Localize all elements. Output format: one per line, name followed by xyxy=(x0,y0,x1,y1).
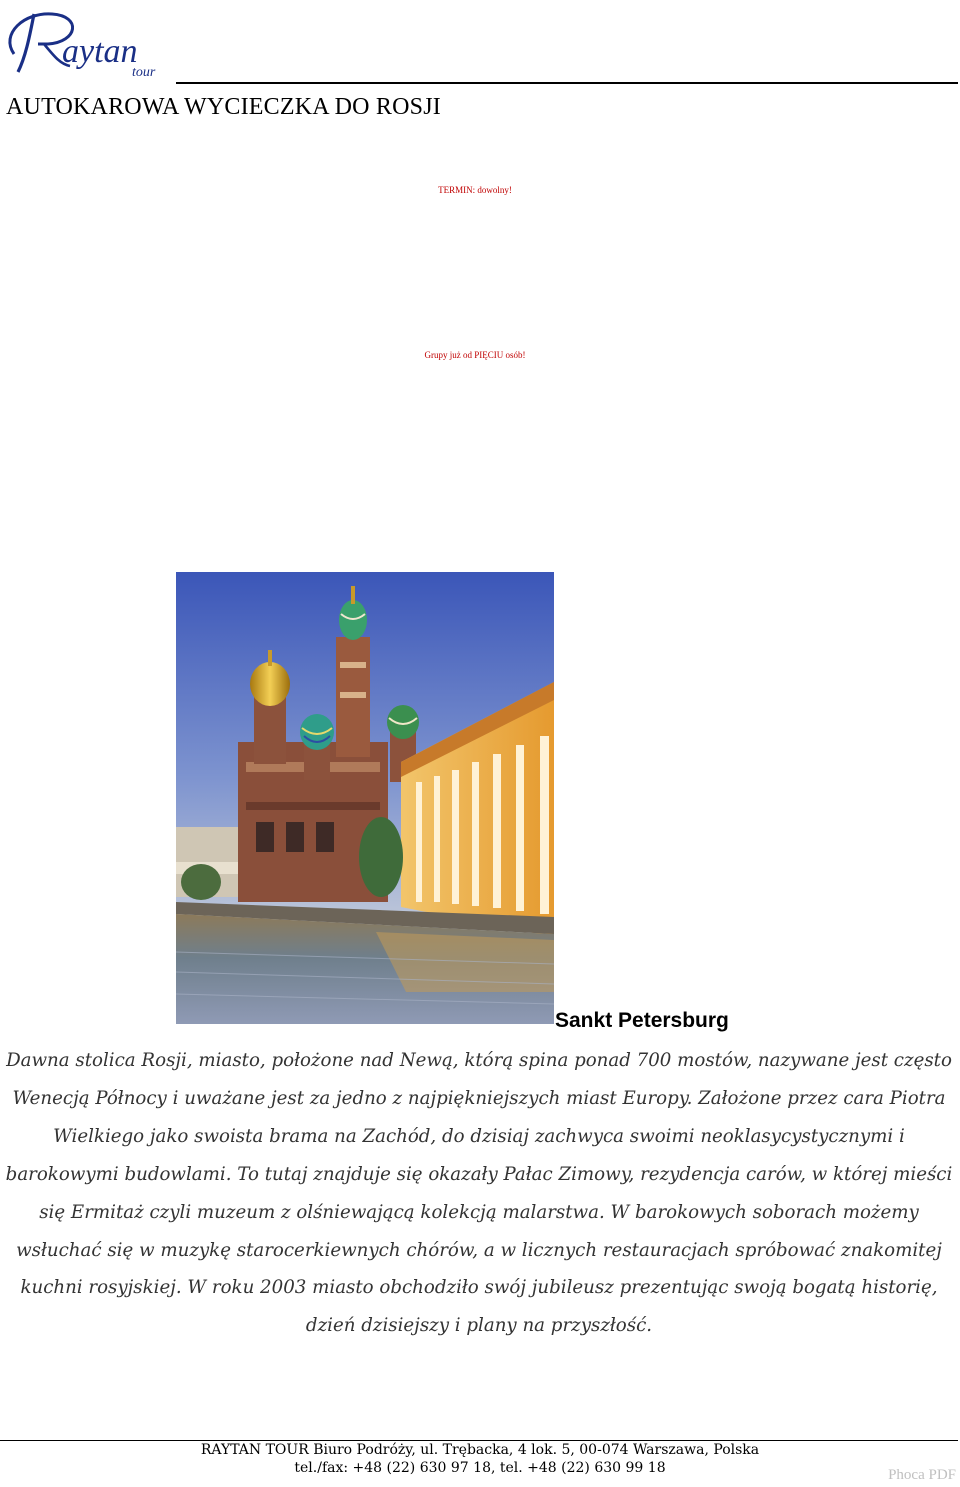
footer-address: RAYTAN TOUR Biuro Podróży, ul. Trębacka, 4 lok. 5, 00-074 Warszawa, Polska xyxy=(200,1442,760,1458)
svg-text:tour: tour xyxy=(132,65,156,78)
church-of-savior-on-blood-photo xyxy=(176,572,554,1024)
footer-phone: tel./fax: +48 (22) 630 97 18, tel. +48 (22) 630 99 18 xyxy=(294,1460,666,1476)
footer-rule xyxy=(0,1440,958,1441)
term-notice: TERMIN: dowolny! xyxy=(438,185,512,195)
group-size-notice: Grupy już od PIĘCIU osób! xyxy=(424,350,526,360)
header-rule xyxy=(176,82,958,84)
svg-text:aytan: aytan xyxy=(62,33,138,70)
phoca-pdf-watermark: Phoca PDF xyxy=(888,1467,956,1483)
section-description: Dawna stolica Rosji, miasto, położone nad Newą, którą spina ponad 700 mostów, nazywane jest często Wenecją Północy i uważane jest za jedno z najpiękniejszych miast Europy. Założone przez cara Piotra Wielkiego jako swoista brama na Zachód, do dzisiaj zachwyca swoimi neoklasycystycznymi i barokowymi budowlami. To tutaj znajduje się okazały Pałac Zimowy, rezydencja carów, w której mieści się Ermitaż czyli muzeum z olśniewającą kolekcją malarstwa. W barokowych soborach możemy wsłuchać się w muzykę starocerkiewnych chórów, a w licznych restauracjach spróbować znakomitej kuchni rosyjskiej. W roku 2003 miasto obchodziło swój jubileusz prezentując swoją bogatą historię, dzień dzisiejszy i plany na przyszłość. xyxy=(5,1050,953,1337)
section-heading: Sankt Petersburg xyxy=(555,1009,729,1032)
raytan-tour-logo xyxy=(4,4,180,78)
document-title: AUTOKAROWA WYCIECZKA DO ROSJI xyxy=(6,94,441,120)
